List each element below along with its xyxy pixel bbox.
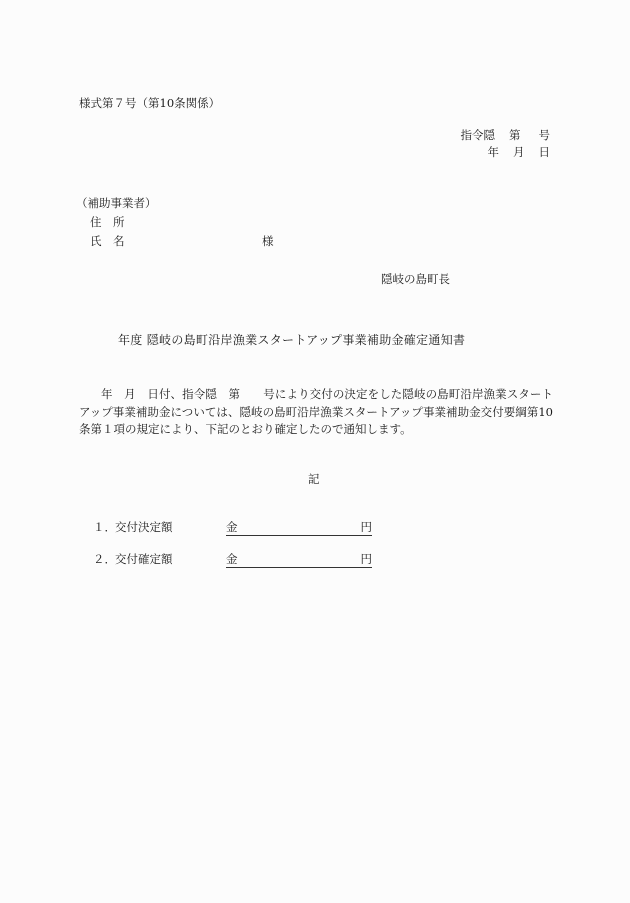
- recipient-heading: （補助事業者）: [76, 196, 157, 210]
- address-label: 住 所: [90, 215, 125, 229]
- form-number: 様式第７号（第10条関係）: [79, 96, 221, 110]
- item-number: １．: [93, 520, 116, 534]
- name-label: 氏 名: [90, 234, 125, 248]
- reference-number: [461, 128, 551, 142]
- item-row: [93, 520, 173, 534]
- item-label: 交付決定額: [115, 520, 173, 534]
- item-number: ２．: [93, 552, 116, 566]
- amount-prefix: 金: [226, 552, 238, 566]
- item-row: [93, 552, 173, 566]
- amount-prefix: 金: [226, 520, 238, 534]
- amount-field: [226, 520, 372, 536]
- body-text: 年 月 日付、指令隠 第 号により交付の決定をした隠岐の島町沿岸漁業スタートアップ事業補助金については、隠岐の島町沿岸漁業スタートアップ事業補助金交付要綱第10条第１項の規定により、下記のとおり確定したので通知します。: [79, 387, 553, 436]
- item-label: 交付確定額: [115, 552, 173, 566]
- ki-heading: 記: [308, 472, 320, 486]
- reference-prefix: 指令隠: [460, 128, 495, 142]
- issue-date: [488, 145, 551, 159]
- issuer: 隠岐の島町長: [381, 272, 450, 286]
- document-title: 年度 隠岐の島町沿岸漁業スタートアップ事業補助金確定通知書: [118, 333, 466, 347]
- date-year: 年: [487, 145, 499, 159]
- amount-suffix: 円: [360, 520, 372, 534]
- body-paragraph: [79, 386, 553, 439]
- reference-dai: 第: [509, 128, 521, 142]
- date-month: 月: [513, 145, 525, 159]
- date-day: 日: [538, 145, 550, 159]
- amount-field: [226, 552, 372, 568]
- reference-go: 号: [538, 128, 550, 142]
- amount-suffix: 円: [360, 552, 372, 566]
- honorific: 様: [262, 234, 274, 248]
